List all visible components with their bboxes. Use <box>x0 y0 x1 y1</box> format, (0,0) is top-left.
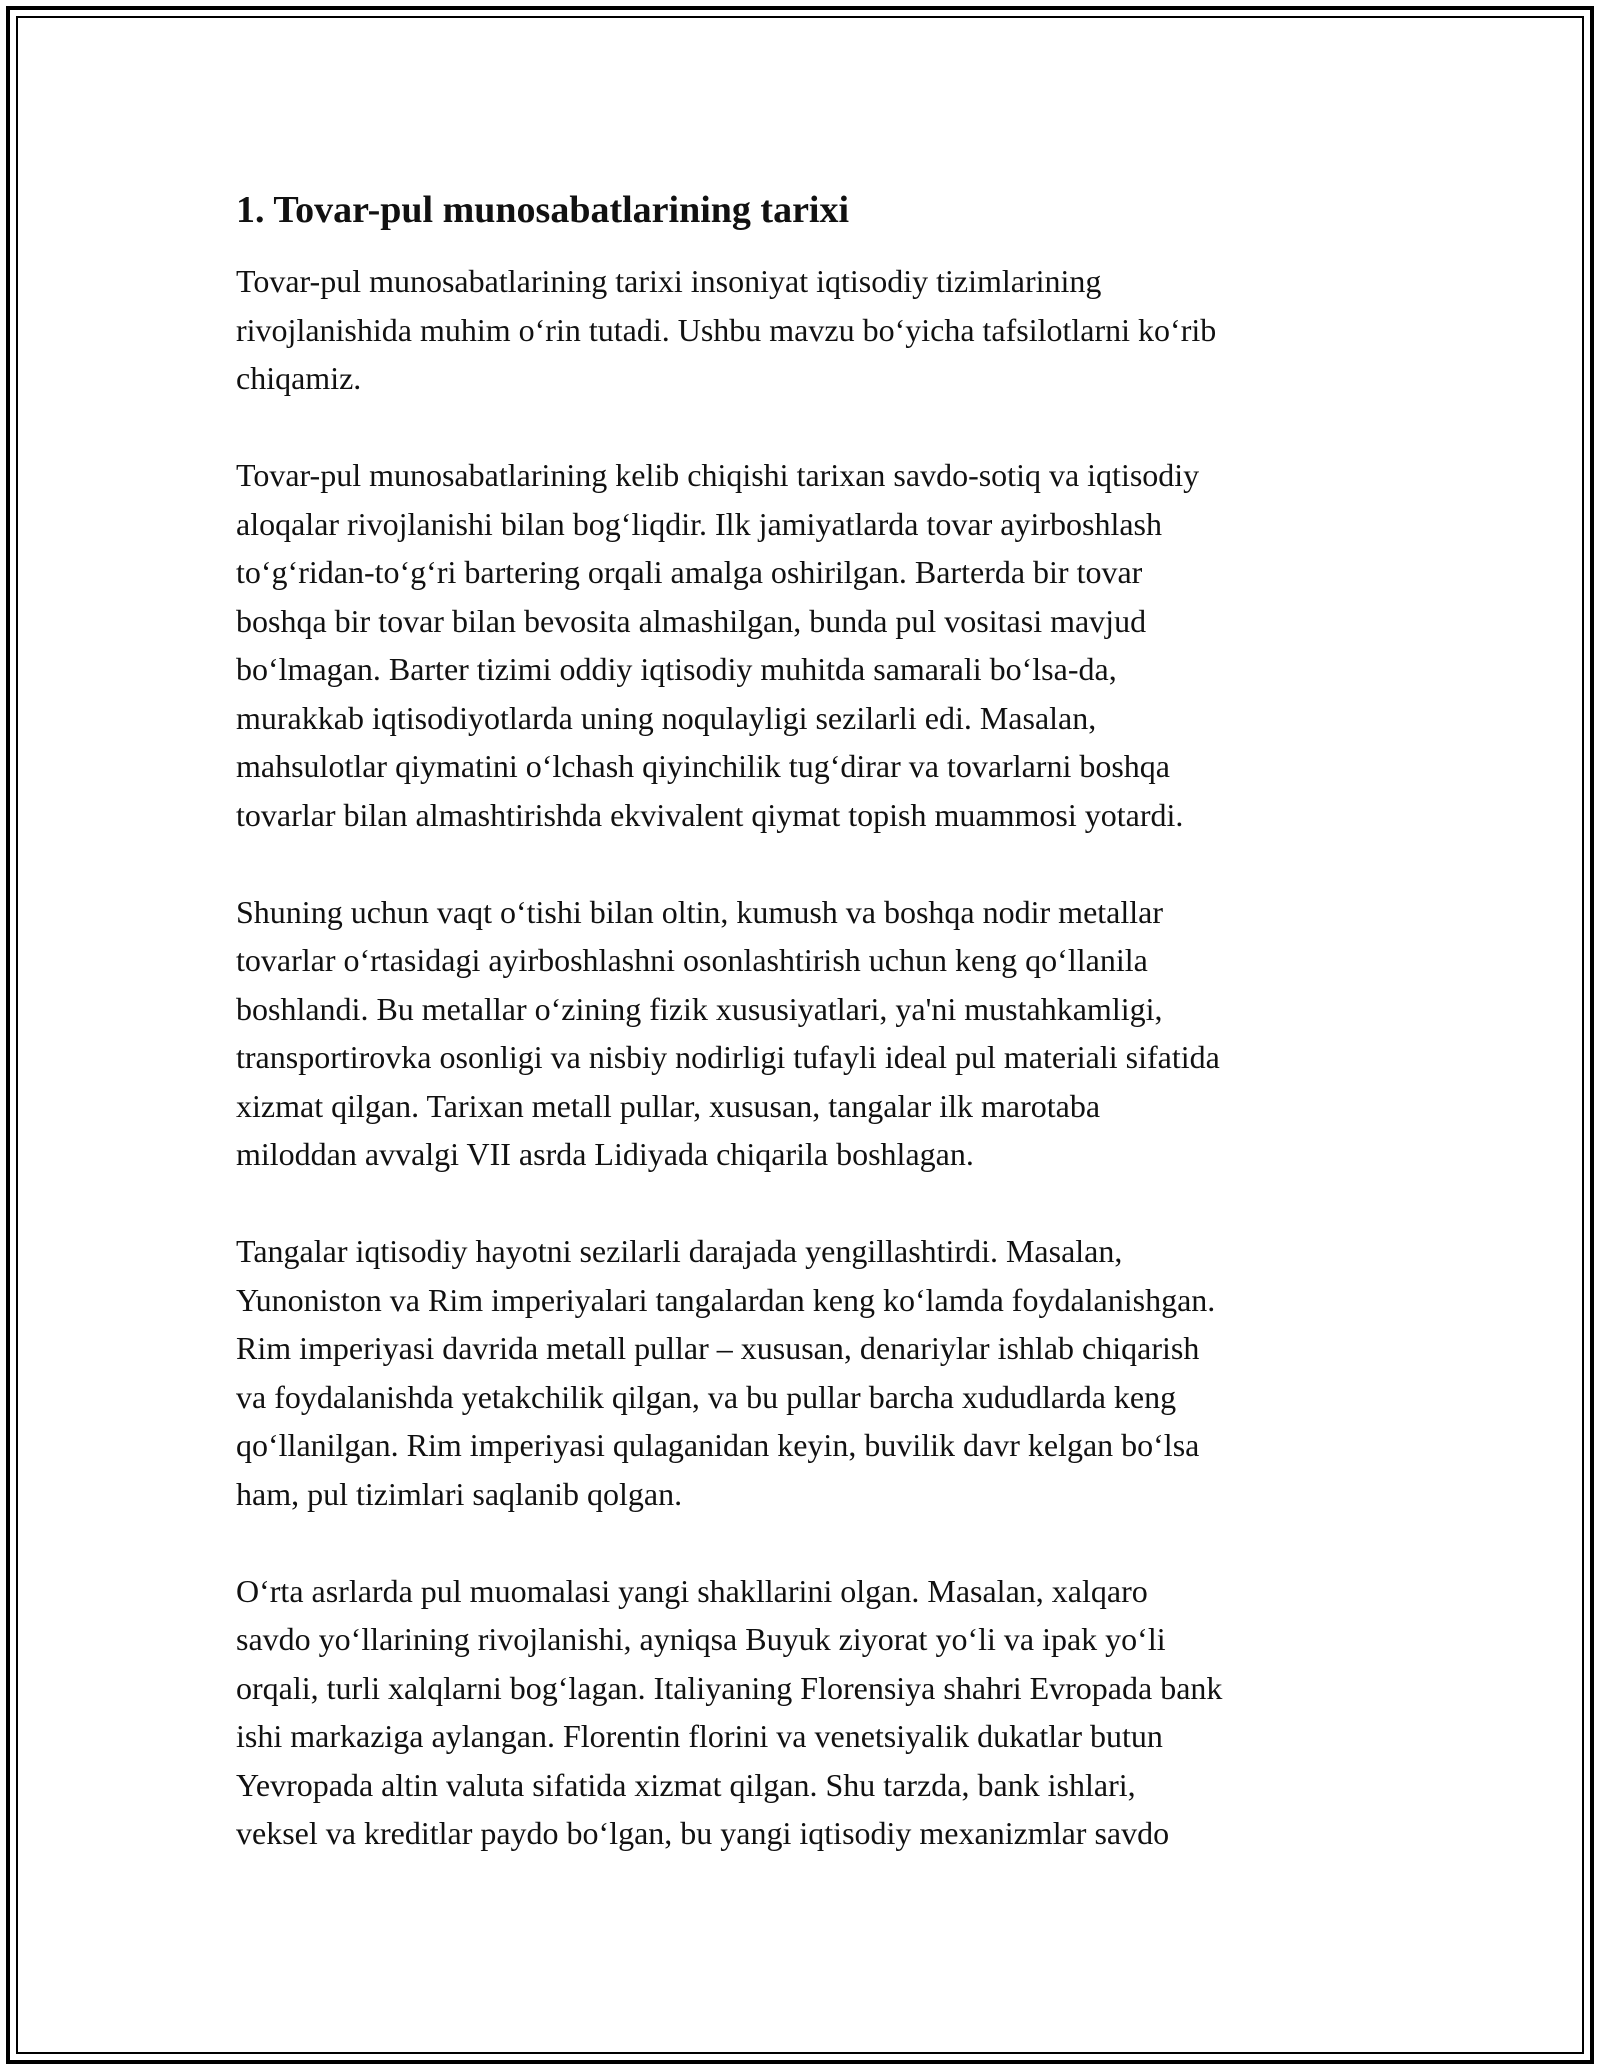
paragraph-line: va foydalanishda yetakchilik qilgan, va bu pullar barcha xududlarda keng <box>236 1378 1177 1415</box>
paragraph-line: Tangalar iqtisodiy hayotni sezilarli darajada yengillashtirdi. Masalan, <box>236 1233 1123 1270</box>
paragraph-line: qo‘llanilgan. Rim imperiyasi qulaganidan keyin, buvilik davr kelgan bo‘lsa <box>236 1427 1200 1464</box>
paragraph-line: transportirovka osonligi va nisbiy nodirligi tufayli ideal pul materiali sifatida <box>236 1039 1220 1076</box>
document-body <box>236 186 1386 1858</box>
paragraph-line: Yunoniston va Rim imperiyalari tangalardan keng ko‘lamda foydalanishgan. <box>236 1281 1216 1318</box>
paragraph-line: Tovar-pul munosabatlarining tarixi insoniyat iqtisodiy tizimlarining <box>236 263 1102 300</box>
body-paragraph <box>236 1227 1386 1518</box>
paragraph-line: veksel va kreditlar paydo bo‘lgan, bu yangi iqtisodiy mexanizmlar savdo <box>236 1815 1170 1852</box>
paragraph-line: tovarlar bilan almashtirishda ekvivalent qiymat topish muammosi yotardi. <box>236 796 1184 833</box>
body-paragraph <box>236 257 1386 403</box>
paragraph-line: boshqa bir tovar bilan bevosita almashilgan, bunda pul vositasi mavjud <box>236 602 1147 639</box>
paragraph-line: bo‘lmagan. Barter tizimi oddiy iqtisodiy muhitda samarali bo‘lsa-da, <box>236 651 1117 688</box>
paragraph-line: aloqalar rivojlanishi bilan bog‘liqdir. Ilk jamiyatlarda tovar ayirboshlash <box>236 505 1162 542</box>
paragraph-line: savdo yo‘llarining rivojlanishi, ayniqsa Buyuk ziyorat yo‘li va ipak yo‘li <box>236 1621 1166 1658</box>
paragraph-line: O‘rta asrlarda pul muomalasi yangi shakllarini olgan. Masalan, xalqaro <box>236 1572 1148 1609</box>
paragraph-line: Yevropada altin valuta sifatida xizmat qilgan. Shu tarzda, bank ishlari, <box>236 1766 1136 1803</box>
paragraph-line: murakkab iqtisodiyotlarda uning noqulayligi sezilarli edi. Masalan, <box>236 699 1097 736</box>
paragraph-line: ishi markaziga aylangan. Florentin florini va venetsiyalik dukatlar butun <box>236 1718 1163 1755</box>
paragraph-line: boshlandi. Bu metallar o‘zining fizik xususiyatlari, ya'ni mustahkamligi, <box>236 990 1163 1027</box>
paragraph-list <box>236 257 1386 1858</box>
paragraph-line: xizmat qilgan. Tarixan metall pullar, xususan, tangalar ilk marotaba <box>236 1087 1101 1124</box>
body-paragraph <box>236 451 1386 839</box>
paragraph-line: Rim imperiyasi davrida metall pullar – xususan, denariylar ishlab chiqarish <box>236 1330 1200 1367</box>
paragraph-line: chiqamiz. <box>236 360 362 397</box>
paragraph-line: orqali, turli xalqlarni bog‘lagan. Italiyaning Florensiya shahri Evropada bank <box>236 1669 1223 1706</box>
paragraph-line: tovarlar o‘rtasidagi ayirboshlashni osonlashtirish uchun keng qo‘llanila <box>236 942 1148 979</box>
body-paragraph <box>236 888 1386 1179</box>
paragraph-line: Tovar-pul munosabatlarining kelib chiqishi tarixan savdo-sotiq va iqtisodiy <box>236 457 1200 494</box>
section-heading: 1. Tovar-pul munosabatlarining tarixi <box>236 189 850 231</box>
paragraph-line: Shuning uchun vaqt o‘tishi bilan oltin, kumush va boshqa nodir metallar <box>236 893 1163 930</box>
paragraph-line: ham, pul tizimlari saqlanib qolgan. <box>236 1475 683 1512</box>
paragraph-line: to‘g‘ridan-to‘g‘ri bartering orqali amalga oshirilgan. Barterda bir tovar <box>236 554 1143 591</box>
paragraph-line: rivojlanishida muhim o‘rin tutadi. Ushbu mavzu bo‘yicha tafsilotlarni ko‘rib <box>236 311 1217 348</box>
paragraph-line: mahsulotlar qiymatini o‘lchash qiyinchilik tug‘dirar va tovarlarni boshqa <box>236 748 1170 785</box>
paragraph-line: miloddan avvalgi VII asrda Lidiyada chiqarila boshlagan. <box>236 1136 974 1173</box>
body-paragraph <box>236 1567 1386 1858</box>
